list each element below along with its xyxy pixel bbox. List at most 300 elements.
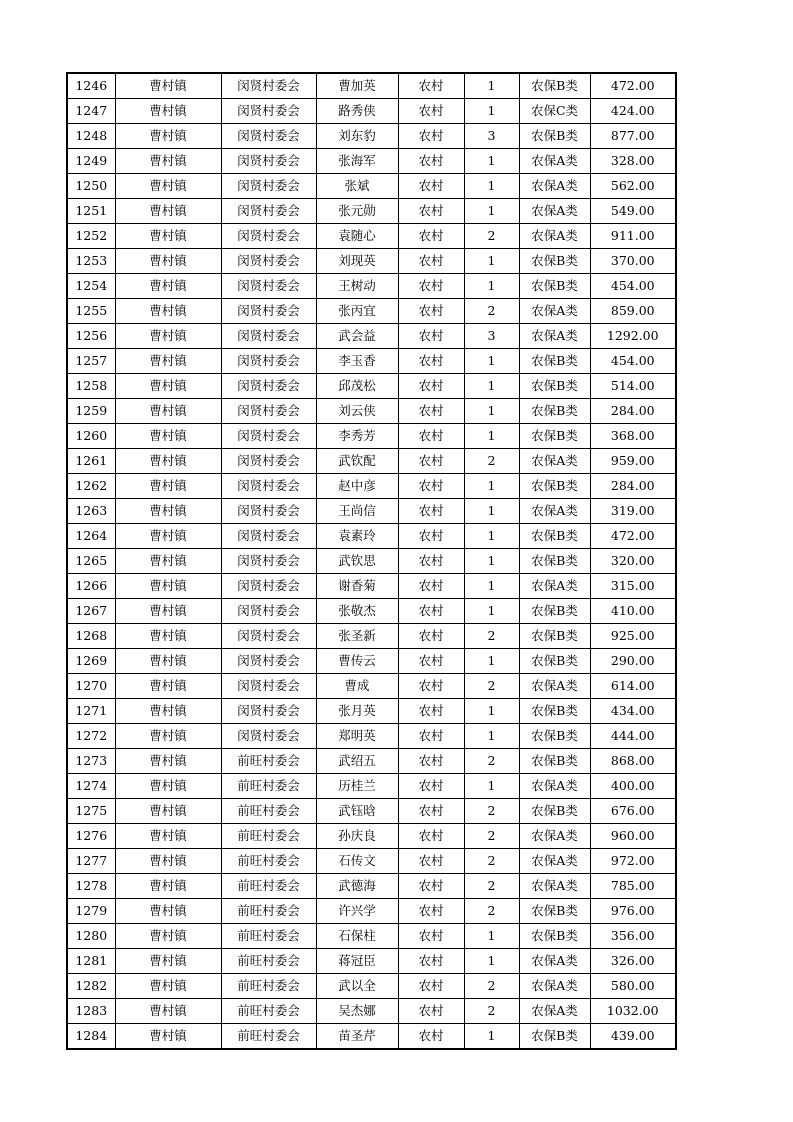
household-size-cell: 2 xyxy=(464,624,519,649)
household-size-cell: 1 xyxy=(464,399,519,424)
village-committee-cell: 闵贤村委会 xyxy=(221,174,316,199)
insurance-category-cell: 农保A类 xyxy=(519,824,590,849)
village-committee-cell: 闵贤村委会 xyxy=(221,324,316,349)
village-committee-cell: 闵贤村委会 xyxy=(221,674,316,699)
village-committee-cell: 闵贤村委会 xyxy=(221,574,316,599)
household-size-cell: 1 xyxy=(464,499,519,524)
insurance-category-cell: 农保A类 xyxy=(519,499,590,524)
amount-cell: 444.00 xyxy=(590,724,676,749)
row-number-cell: 1264 xyxy=(67,524,115,549)
town-cell: 曹村镇 xyxy=(115,674,221,699)
table-row xyxy=(67,524,676,549)
town-cell: 曹村镇 xyxy=(115,749,221,774)
insurance-category-cell: 农保B类 xyxy=(519,549,590,574)
household-size-cell: 1 xyxy=(464,599,519,624)
table-row xyxy=(67,224,676,249)
amount-cell: 400.00 xyxy=(590,774,676,799)
town-cell: 曹村镇 xyxy=(115,199,221,224)
name-cell: 蒋冠臣 xyxy=(316,949,398,974)
insurance-category-cell: 农保A类 xyxy=(519,849,590,874)
table-row xyxy=(67,999,676,1024)
row-number-cell: 1265 xyxy=(67,549,115,574)
amount-cell: 326.00 xyxy=(590,949,676,974)
area-type-cell: 农村 xyxy=(398,174,464,199)
household-size-cell: 2 xyxy=(464,899,519,924)
insurance-category-cell: 农保B类 xyxy=(519,899,590,924)
name-cell: 张斌 xyxy=(316,174,398,199)
row-number-cell: 1276 xyxy=(67,824,115,849)
amount-cell: 370.00 xyxy=(590,249,676,274)
village-committee-cell: 闵贤村委会 xyxy=(221,699,316,724)
amount-cell: 877.00 xyxy=(590,124,676,149)
town-cell: 曹村镇 xyxy=(115,299,221,324)
insurance-category-cell: 农保B类 xyxy=(519,424,590,449)
area-type-cell: 农村 xyxy=(398,224,464,249)
town-cell: 曹村镇 xyxy=(115,774,221,799)
household-size-cell: 2 xyxy=(464,449,519,474)
insurance-category-cell: 农保A类 xyxy=(519,224,590,249)
town-cell: 曹村镇 xyxy=(115,599,221,624)
town-cell: 曹村镇 xyxy=(115,699,221,724)
table-row xyxy=(67,549,676,574)
row-number-cell: 1282 xyxy=(67,974,115,999)
amount-cell: 960.00 xyxy=(590,824,676,849)
household-size-cell: 2 xyxy=(464,749,519,774)
amount-cell: 472.00 xyxy=(590,524,676,549)
insurance-category-cell: 农保B类 xyxy=(519,624,590,649)
town-cell: 曹村镇 xyxy=(115,524,221,549)
table-row xyxy=(67,799,676,824)
amount-cell: 320.00 xyxy=(590,549,676,574)
table-row xyxy=(67,399,676,424)
village-committee-cell: 闵贤村委会 xyxy=(221,599,316,624)
name-cell: 王尚信 xyxy=(316,499,398,524)
area-type-cell: 农村 xyxy=(398,73,464,99)
table-row xyxy=(67,174,676,199)
town-cell: 曹村镇 xyxy=(115,73,221,99)
amount-cell: 284.00 xyxy=(590,399,676,424)
town-cell: 曹村镇 xyxy=(115,249,221,274)
insurance-category-cell: 农保A类 xyxy=(519,574,590,599)
village-committee-cell: 前旺村委会 xyxy=(221,924,316,949)
household-size-cell: 2 xyxy=(464,874,519,899)
name-cell: 张敬杰 xyxy=(316,599,398,624)
amount-cell: 925.00 xyxy=(590,624,676,649)
area-type-cell: 农村 xyxy=(398,1024,464,1050)
amount-cell: 614.00 xyxy=(590,674,676,699)
row-number-cell: 1272 xyxy=(67,724,115,749)
household-size-cell: 1 xyxy=(464,1024,519,1050)
insurance-category-cell: 农保B类 xyxy=(519,399,590,424)
name-cell: 王树动 xyxy=(316,274,398,299)
name-cell: 武绍五 xyxy=(316,749,398,774)
household-size-cell: 2 xyxy=(464,824,519,849)
name-cell: 曹成 xyxy=(316,674,398,699)
table-row xyxy=(67,624,676,649)
insurance-category-cell: 农保B类 xyxy=(519,474,590,499)
row-number-cell: 1255 xyxy=(67,299,115,324)
table-row xyxy=(67,349,676,374)
village-committee-cell: 前旺村委会 xyxy=(221,1024,316,1050)
town-cell: 曹村镇 xyxy=(115,374,221,399)
table-row xyxy=(67,724,676,749)
area-type-cell: 农村 xyxy=(398,549,464,574)
table-row xyxy=(67,449,676,474)
village-committee-cell: 闵贤村委会 xyxy=(221,149,316,174)
household-size-cell: 1 xyxy=(464,374,519,399)
table-row xyxy=(67,474,676,499)
household-size-cell: 1 xyxy=(464,424,519,449)
area-type-cell: 农村 xyxy=(398,299,464,324)
row-number-cell: 1273 xyxy=(67,749,115,774)
name-cell: 武钰晗 xyxy=(316,799,398,824)
insurance-category-cell: 农保B类 xyxy=(519,349,590,374)
table-row xyxy=(67,924,676,949)
town-cell: 曹村镇 xyxy=(115,899,221,924)
town-cell: 曹村镇 xyxy=(115,474,221,499)
insurance-category-cell: 农保B类 xyxy=(519,524,590,549)
town-cell: 曹村镇 xyxy=(115,99,221,124)
name-cell: 张圣新 xyxy=(316,624,398,649)
area-type-cell: 农村 xyxy=(398,149,464,174)
village-committee-cell: 前旺村委会 xyxy=(221,749,316,774)
area-type-cell: 农村 xyxy=(398,574,464,599)
village-committee-cell: 闵贤村委会 xyxy=(221,99,316,124)
household-size-cell: 2 xyxy=(464,999,519,1024)
name-cell: 赵中彦 xyxy=(316,474,398,499)
name-cell: 武以全 xyxy=(316,974,398,999)
row-number-cell: 1267 xyxy=(67,599,115,624)
area-type-cell: 农村 xyxy=(398,349,464,374)
insurance-category-cell: 农保A类 xyxy=(519,674,590,699)
name-cell: 李玉香 xyxy=(316,349,398,374)
household-size-cell: 2 xyxy=(464,974,519,999)
area-type-cell: 农村 xyxy=(398,824,464,849)
area-type-cell: 农村 xyxy=(398,774,464,799)
amount-cell: 972.00 xyxy=(590,849,676,874)
insurance-category-cell: 农保A类 xyxy=(519,974,590,999)
insurance-category-cell: 农保B类 xyxy=(519,699,590,724)
area-type-cell: 农村 xyxy=(398,649,464,674)
area-type-cell: 农村 xyxy=(398,849,464,874)
insurance-category-cell: 农保A类 xyxy=(519,999,590,1024)
name-cell: 历桂兰 xyxy=(316,774,398,799)
insurance-category-cell: 农保A类 xyxy=(519,774,590,799)
area-type-cell: 农村 xyxy=(398,199,464,224)
row-number-cell: 1270 xyxy=(67,674,115,699)
table-row xyxy=(67,699,676,724)
row-number-cell: 1281 xyxy=(67,949,115,974)
town-cell: 曹村镇 xyxy=(115,649,221,674)
insurance-category-cell: 农保A类 xyxy=(519,874,590,899)
name-cell: 武钦思 xyxy=(316,549,398,574)
table-row xyxy=(67,849,676,874)
household-size-cell: 1 xyxy=(464,274,519,299)
household-size-cell: 3 xyxy=(464,324,519,349)
row-number-cell: 1263 xyxy=(67,499,115,524)
amount-cell: 868.00 xyxy=(590,749,676,774)
amount-cell: 859.00 xyxy=(590,299,676,324)
insurance-category-cell: 农保A类 xyxy=(519,299,590,324)
area-type-cell: 农村 xyxy=(398,99,464,124)
name-cell: 曹加英 xyxy=(316,73,398,99)
village-committee-cell: 闵贤村委会 xyxy=(221,349,316,374)
amount-cell: 439.00 xyxy=(590,1024,676,1050)
area-type-cell: 农村 xyxy=(398,449,464,474)
household-size-cell: 1 xyxy=(464,574,519,599)
household-size-cell: 1 xyxy=(464,149,519,174)
name-cell: 谢香菊 xyxy=(316,574,398,599)
area-type-cell: 农村 xyxy=(398,899,464,924)
village-committee-cell: 闵贤村委会 xyxy=(221,524,316,549)
table-row xyxy=(67,99,676,124)
town-cell: 曹村镇 xyxy=(115,849,221,874)
amount-cell: 1292.00 xyxy=(590,324,676,349)
household-size-cell: 1 xyxy=(464,724,519,749)
household-size-cell: 1 xyxy=(464,549,519,574)
village-committee-cell: 前旺村委会 xyxy=(221,949,316,974)
area-type-cell: 农村 xyxy=(398,524,464,549)
town-cell: 曹村镇 xyxy=(115,424,221,449)
household-size-cell: 2 xyxy=(464,799,519,824)
name-cell: 袁随心 xyxy=(316,224,398,249)
village-committee-cell: 前旺村委会 xyxy=(221,874,316,899)
amount-cell: 549.00 xyxy=(590,199,676,224)
area-type-cell: 农村 xyxy=(398,999,464,1024)
insurance-category-cell: 农保B类 xyxy=(519,1024,590,1050)
insurance-category-cell: 农保B类 xyxy=(519,73,590,99)
name-cell: 武钦配 xyxy=(316,449,398,474)
village-committee-cell: 闵贤村委会 xyxy=(221,549,316,574)
name-cell: 张丙宜 xyxy=(316,299,398,324)
insurance-category-cell: 农保B类 xyxy=(519,124,590,149)
town-cell: 曹村镇 xyxy=(115,874,221,899)
insurance-category-cell: 农保B类 xyxy=(519,274,590,299)
amount-cell: 676.00 xyxy=(590,799,676,824)
town-cell: 曹村镇 xyxy=(115,324,221,349)
village-committee-cell: 前旺村委会 xyxy=(221,899,316,924)
name-cell: 邱茂松 xyxy=(316,374,398,399)
town-cell: 曹村镇 xyxy=(115,149,221,174)
village-committee-cell: 闵贤村委会 xyxy=(221,424,316,449)
data-table xyxy=(66,72,677,1050)
town-cell: 曹村镇 xyxy=(115,949,221,974)
row-number-cell: 1260 xyxy=(67,424,115,449)
name-cell: 张月英 xyxy=(316,699,398,724)
table-row xyxy=(67,974,676,999)
name-cell: 李秀芳 xyxy=(316,424,398,449)
household-size-cell: 1 xyxy=(464,524,519,549)
village-committee-cell: 闵贤村委会 xyxy=(221,399,316,424)
village-committee-cell: 前旺村委会 xyxy=(221,824,316,849)
household-size-cell: 1 xyxy=(464,174,519,199)
household-size-cell: 1 xyxy=(464,99,519,124)
table-row xyxy=(67,124,676,149)
village-committee-cell: 闵贤村委会 xyxy=(221,649,316,674)
row-number-cell: 1279 xyxy=(67,899,115,924)
area-type-cell: 农村 xyxy=(398,249,464,274)
name-cell: 曹传云 xyxy=(316,649,398,674)
row-number-cell: 1258 xyxy=(67,374,115,399)
row-number-cell: 1274 xyxy=(67,774,115,799)
area-type-cell: 农村 xyxy=(398,474,464,499)
insurance-category-cell: 农保A类 xyxy=(519,174,590,199)
household-size-cell: 1 xyxy=(464,349,519,374)
town-cell: 曹村镇 xyxy=(115,1024,221,1050)
table-row xyxy=(67,324,676,349)
row-number-cell: 1269 xyxy=(67,649,115,674)
table-row xyxy=(67,574,676,599)
table-row xyxy=(67,424,676,449)
area-type-cell: 农村 xyxy=(398,924,464,949)
insurance-category-cell: 农保B类 xyxy=(519,374,590,399)
area-type-cell: 农村 xyxy=(398,749,464,774)
town-cell: 曹村镇 xyxy=(115,499,221,524)
insurance-category-cell: 农保A类 xyxy=(519,949,590,974)
village-committee-cell: 闵贤村委会 xyxy=(221,624,316,649)
amount-cell: 454.00 xyxy=(590,274,676,299)
town-cell: 曹村镇 xyxy=(115,799,221,824)
household-size-cell: 1 xyxy=(464,699,519,724)
town-cell: 曹村镇 xyxy=(115,224,221,249)
insurance-category-cell: 农保B类 xyxy=(519,249,590,274)
row-number-cell: 1261 xyxy=(67,449,115,474)
row-number-cell: 1284 xyxy=(67,1024,115,1050)
town-cell: 曹村镇 xyxy=(115,724,221,749)
row-number-cell: 1257 xyxy=(67,349,115,374)
row-number-cell: 1249 xyxy=(67,149,115,174)
insurance-category-cell: 农保A类 xyxy=(519,449,590,474)
area-type-cell: 农村 xyxy=(398,324,464,349)
insurance-category-cell: 农保C类 xyxy=(519,99,590,124)
table-row xyxy=(67,199,676,224)
amount-cell: 284.00 xyxy=(590,474,676,499)
town-cell: 曹村镇 xyxy=(115,999,221,1024)
name-cell: 石保柱 xyxy=(316,924,398,949)
row-number-cell: 1259 xyxy=(67,399,115,424)
table-row xyxy=(67,874,676,899)
village-committee-cell: 闵贤村委会 xyxy=(221,249,316,274)
household-size-cell: 1 xyxy=(464,474,519,499)
area-type-cell: 农村 xyxy=(398,874,464,899)
area-type-cell: 农村 xyxy=(398,274,464,299)
row-number-cell: 1283 xyxy=(67,999,115,1024)
table-row xyxy=(67,824,676,849)
table-row xyxy=(67,299,676,324)
amount-cell: 290.00 xyxy=(590,649,676,674)
household-size-cell: 1 xyxy=(464,199,519,224)
village-committee-cell: 闵贤村委会 xyxy=(221,474,316,499)
amount-cell: 319.00 xyxy=(590,499,676,524)
row-number-cell: 1278 xyxy=(67,874,115,899)
table-row xyxy=(67,249,676,274)
insurance-category-cell: 农保B类 xyxy=(519,924,590,949)
area-type-cell: 农村 xyxy=(398,499,464,524)
amount-cell: 424.00 xyxy=(590,99,676,124)
name-cell: 刘东豹 xyxy=(316,124,398,149)
household-size-cell: 1 xyxy=(464,649,519,674)
town-cell: 曹村镇 xyxy=(115,399,221,424)
table-row xyxy=(67,749,676,774)
row-number-cell: 1246 xyxy=(67,73,115,99)
row-number-cell: 1280 xyxy=(67,924,115,949)
household-size-cell: 1 xyxy=(464,774,519,799)
village-committee-cell: 闵贤村委会 xyxy=(221,124,316,149)
amount-cell: 315.00 xyxy=(590,574,676,599)
name-cell: 吴杰娜 xyxy=(316,999,398,1024)
row-number-cell: 1271 xyxy=(67,699,115,724)
town-cell: 曹村镇 xyxy=(115,349,221,374)
village-committee-cell: 闵贤村委会 xyxy=(221,224,316,249)
insurance-category-cell: 农保B类 xyxy=(519,799,590,824)
amount-cell: 911.00 xyxy=(590,224,676,249)
row-number-cell: 1256 xyxy=(67,324,115,349)
name-cell: 苗圣芹 xyxy=(316,1024,398,1050)
row-number-cell: 1254 xyxy=(67,274,115,299)
row-number-cell: 1252 xyxy=(67,224,115,249)
household-size-cell: 2 xyxy=(464,224,519,249)
village-committee-cell: 前旺村委会 xyxy=(221,974,316,999)
insurance-category-cell: 农保B类 xyxy=(519,749,590,774)
amount-cell: 785.00 xyxy=(590,874,676,899)
insurance-category-cell: 农保A类 xyxy=(519,149,590,174)
area-type-cell: 农村 xyxy=(398,974,464,999)
area-type-cell: 农村 xyxy=(398,799,464,824)
area-type-cell: 农村 xyxy=(398,699,464,724)
village-committee-cell: 前旺村委会 xyxy=(221,799,316,824)
village-committee-cell: 闵贤村委会 xyxy=(221,499,316,524)
amount-cell: 959.00 xyxy=(590,449,676,474)
name-cell: 石传文 xyxy=(316,849,398,874)
town-cell: 曹村镇 xyxy=(115,274,221,299)
area-type-cell: 农村 xyxy=(398,949,464,974)
area-type-cell: 农村 xyxy=(398,424,464,449)
table-row xyxy=(67,774,676,799)
amount-cell: 1032.00 xyxy=(590,999,676,1024)
village-committee-cell: 闵贤村委会 xyxy=(221,274,316,299)
row-number-cell: 1253 xyxy=(67,249,115,274)
insurance-category-cell: 农保A类 xyxy=(519,324,590,349)
household-size-cell: 2 xyxy=(464,674,519,699)
area-type-cell: 农村 xyxy=(398,674,464,699)
amount-cell: 472.00 xyxy=(590,73,676,99)
household-size-cell: 3 xyxy=(464,124,519,149)
area-type-cell: 农村 xyxy=(398,374,464,399)
amount-cell: 328.00 xyxy=(590,149,676,174)
household-size-cell: 2 xyxy=(464,849,519,874)
name-cell: 张海军 xyxy=(316,149,398,174)
village-committee-cell: 前旺村委会 xyxy=(221,999,316,1024)
row-number-cell: 1250 xyxy=(67,174,115,199)
name-cell: 武会益 xyxy=(316,324,398,349)
row-number-cell: 1262 xyxy=(67,474,115,499)
table-row xyxy=(67,674,676,699)
area-type-cell: 农村 xyxy=(398,399,464,424)
name-cell: 孙庆良 xyxy=(316,824,398,849)
area-type-cell: 农村 xyxy=(398,599,464,624)
table-row xyxy=(67,149,676,174)
household-size-cell: 1 xyxy=(464,924,519,949)
insurance-category-cell: 农保B类 xyxy=(519,599,590,624)
name-cell: 武德海 xyxy=(316,874,398,899)
village-committee-cell: 闵贤村委会 xyxy=(221,199,316,224)
table-row xyxy=(67,599,676,624)
row-number-cell: 1275 xyxy=(67,799,115,824)
table-row xyxy=(67,374,676,399)
household-size-cell: 1 xyxy=(464,949,519,974)
amount-cell: 410.00 xyxy=(590,599,676,624)
town-cell: 曹村镇 xyxy=(115,924,221,949)
